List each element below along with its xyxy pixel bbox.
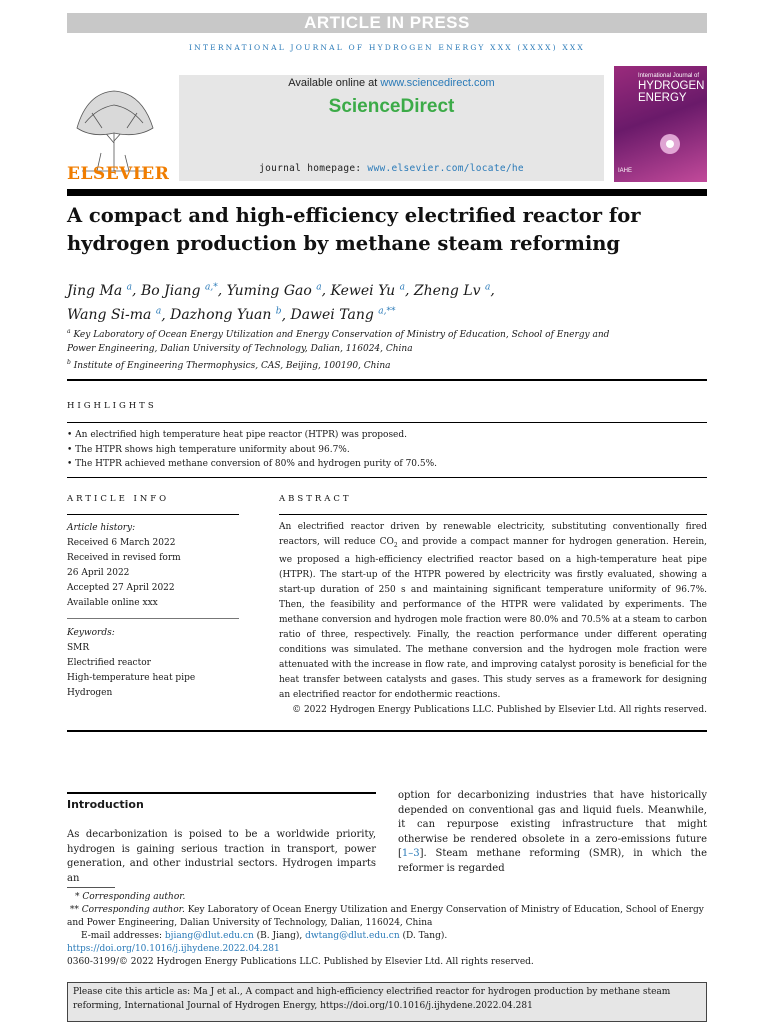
footnote-corresponding: * Corresponding author. — [75, 892, 186, 902]
doi-link[interactable]: https://doi.org/10.1016/j.ijhydene.2022.04.281 — [67, 944, 280, 954]
divider — [67, 730, 707, 732]
abstract-heading: ABSTRACT — [279, 494, 352, 504]
history-item: Received 6 March 2022 — [67, 538, 176, 548]
divider — [279, 514, 707, 515]
affiliation-b: $^b$ Institute of Engineering Thermophysics, CAS, Beijing, 100190, China — [67, 359, 391, 371]
cover-title: HYDROGEN ENERGY — [638, 80, 705, 104]
issn-copyright: 0360-3199/© 2022 Hydrogen Energy Publications LLC. Published by Elsevier Ltd. All rights reserved. — [67, 957, 534, 967]
introduction-heading: Introduction — [67, 798, 144, 811]
email-addresses: E-mail addresses: bjiang@dlut.edu.cn (B. Jiang), dwtang@dlut.edu.cn (D. Tang). — [81, 931, 448, 941]
keyword[interactable]: Electrified reactor — [67, 658, 151, 668]
history-label: Article history: — [67, 523, 136, 533]
divider — [67, 514, 239, 515]
sciencedirect-logo: ScienceDirect — [328, 96, 455, 117]
highlight-item: • An electrified high temperature heat pipe reactor (HTPR) was proposed. — [67, 430, 408, 440]
journal-homepage-line: journal homepage: www.elsevier.com/locate/he — [259, 163, 524, 174]
available-online-line: Available online at www.sciencedirect.com — [288, 77, 495, 89]
divider — [67, 618, 239, 619]
footnote-corresponding-2: ** Corresponding author. Key Laboratory of Ocean Energy Utilization and Energy Conservation of Ministry of Education, School of Energy and Power Engineering, Dalian University of Technology, Dalian, 116024, China — [67, 905, 704, 928]
affiliation-a: $^a$ Key Laboratory of Ocean Energy Utilization and Energy Conservation of Ministry of Education, School of Energy and Power Engineering, Dalian University of Technology, Dalian, 116024, China — [67, 328, 610, 354]
cover-flare-icon — [650, 124, 690, 164]
author[interactable]: Wang Si-ma $^a$ — [67, 306, 162, 324]
sciencedirect-url-link[interactable]: www.sciencedirect.com — [380, 77, 495, 89]
history-item: Accepted 27 April 2022 — [67, 583, 175, 593]
divider — [67, 792, 376, 794]
keyword[interactable]: Hydrogen — [67, 688, 113, 698]
email-link[interactable]: bjiang@dlut.edu.cn — [164, 931, 254, 941]
highlight-item: • The HTPR achieved methane conversion of 80% and hydrogen purity of 70.5%. — [67, 459, 438, 469]
divider — [67, 379, 707, 381]
author[interactable]: Kewei Yu $^a$ — [330, 282, 405, 299]
cover-subtitle: International Journal of — [638, 73, 700, 79]
cover-brand: IAHE — [618, 168, 633, 174]
elsevier-wordmark: ELSEVIER — [67, 164, 170, 184]
citation-link[interactable]: 1–3 — [401, 848, 420, 859]
footnote-rule — [67, 887, 115, 888]
author[interactable]: Dawei Tang $^{a,**}$ — [290, 306, 396, 324]
abstract-text: An electrified reactor driven by renewable electricity, substituting conventionally fired reactors, will reduce $CO_2$ and provide a compact manner for hydrogen generation. Herein, we proposed a high-efficiency electrified reactor based on a high-temperature heat pipe (HTPR). The start-up of the HTPR powered by electricity was firstly evaluated, showing a start-up duration of 250 s and maintaining significant temperature uniformity of 96.7%. Then, the feasibility and performance of the HTPR were validated by experiments. The methane conversion and hydrogen mole fraction were 80.0% and 70.5% at a steam to carbon ratio of three, respectively. Finally, the reaction performance under different operating conditions was simulated. The methane conversion and the hydrogen mole fraction were attenuated with the increase in flow rate, and improving catalyst porosity is beneficial for the heat transfer between catalysts and gases. This study serves as a framework for designing an electrified reactor for endothermic reactions. © 2022 Hydrogen Energy Publications LLC. Published by Elsevier Ltd. All rights reserved. — [279, 520, 707, 718]
author[interactable]: Bo Jiang $^{a,*}$ — [140, 282, 218, 299]
article-in-press-banner: ARTICLE IN PRESS — [67, 13, 707, 33]
history-item: Available online xxx — [67, 598, 158, 608]
highlights-list — [67, 428, 707, 472]
highlights-heading: HIGHLIGHTS — [67, 401, 157, 411]
journal-running-header: INTERNATIONAL JOURNAL OF HYDROGEN ENERGY XXX (XXXX) XXX — [189, 43, 585, 52]
history-item: Received in revised form — [67, 553, 181, 563]
highlight-item: • The HTPR shows high temperature uniformity about 96.7%. — [67, 444, 350, 455]
author-list: Jing Ma $^a$, Bo Jiang $^{a,*}$, Yuming Gao $^a$, Kewei Yu $^a$, Zheng Lv $^a$, Wang Si-ma $^a$, Dazhong Yuan $^b$, Dawei Tang $^{a,**}$ — [67, 282, 495, 324]
intro-column-right: option for decarbonizing industries that have historically depended on conventional gas and liquid fuels. Meanwhile, it can repurpose existing infrastructure that might otherwise be rendered obsolete in a zero-emissions future [1–3]. Steam methane reforming (SMR), in which the reformer is regarded — [398, 790, 707, 874]
article-history — [67, 521, 242, 611]
intro-column-left: As decarbonization is poised to be a worldwide priority, hydrogen is gaining serious traction in transport, power generation, and other industrial sectors. Hydrogen imparts an — [67, 829, 376, 884]
cite-this-article-box: Please cite this article as: Ma J et al., A compact and high-efficiency electrified reactor for hydrogen production by methane steam reforming, International Journal of Hydrogen Energy, https://doi.org/10.1016/j.ijhydene.2022.04.281 — [67, 982, 707, 1022]
keywords-block — [67, 626, 242, 701]
author[interactable]: Zheng Lv $^a$ — [413, 282, 491, 299]
keyword[interactable]: High-temperature heat pipe — [67, 673, 196, 683]
abstract-copyright: © 2022 Hydrogen Energy Publications LLC. Published by Elsevier Ltd. All rights reserved. — [292, 704, 707, 715]
affiliations — [67, 325, 707, 373]
header-rule — [67, 189, 707, 196]
author[interactable]: Yuming Gao $^a$ — [226, 282, 322, 299]
article-title: A compact and high-efficiency electrified reactor for hydrogen production by methane steam reforming — [67, 204, 641, 255]
keywords-label: Keywords: — [67, 628, 115, 638]
journal-cover-thumbnail[interactable] — [614, 66, 707, 182]
divider — [67, 422, 707, 423]
divider — [67, 477, 707, 478]
history-item: 26 April 2022 — [67, 568, 130, 578]
email-link[interactable]: dwtang@dlut.edu.cn — [305, 931, 400, 941]
author[interactable]: Jing Ma $^a$ — [67, 282, 133, 299]
journal-homepage-link[interactable]: www.elsevier.com/locate/he — [367, 163, 524, 174]
keyword[interactable]: SMR — [67, 643, 90, 653]
author[interactable]: Dazhong Yuan $^b$ — [170, 306, 282, 324]
article-info-heading: ARTICLE INFO — [67, 494, 170, 504]
